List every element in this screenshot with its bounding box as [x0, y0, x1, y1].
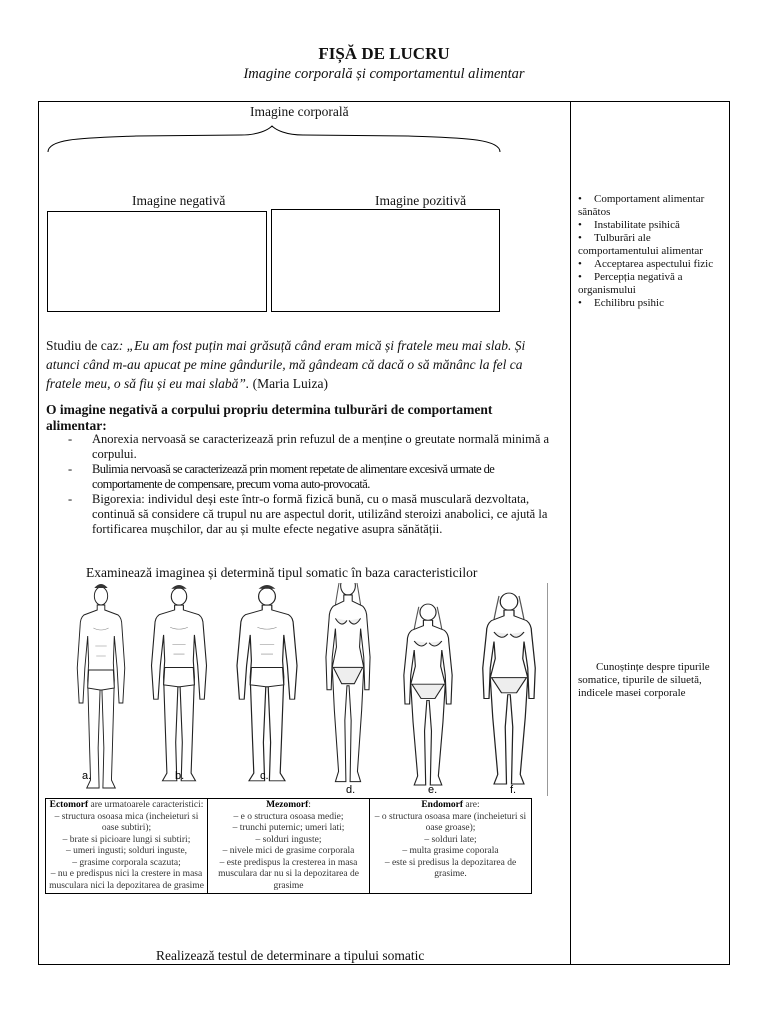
exam-instruction: Examinează imaginea și determină tipul somatic în baza caracteristicilor [86, 565, 478, 580]
ectomorph-line: – structura osoasa mica (incheieturi si oase subtiri); [54, 811, 199, 833]
case-study [46, 336, 552, 393]
ectomorph-line: – nu e predispus nici la crestere in masa musculara nici la depozitarea de grasime [49, 869, 204, 891]
mezomorph-intro: : [308, 800, 311, 810]
endomorph-line: – este si predisus la depozitarea de grasime. [384, 857, 517, 879]
mezomorph-line: – nivele mici de grasime corporala [222, 846, 355, 856]
objective-item: • Instabilitate psihică [578, 219, 728, 232]
objective-item: • Tulburări ale comportamentului alimentar [578, 232, 728, 258]
figure-label-b: b. [175, 770, 185, 782]
objective-item: • Percepția negativă a organismului [578, 271, 728, 297]
endomorph-intro: are: [463, 800, 480, 810]
list-item-bigorexia: - Bigorexia: individul deși este într-o formă fizică bună, cu o masă musculară dezvoltata, continuă să considere că trupul nu are aspectul dorit, utilizând steroizi anabolici, ce ajută la fortificarea mușchilor, dar au și multe efecte negative asupra sănătății. [68, 492, 552, 537]
mezomorph-name: Mezomorf [266, 800, 309, 810]
mezomorph-line: – e o structura osoasa medie; [233, 811, 344, 822]
body-image-label: Imagine corporală [250, 104, 349, 119]
ectomorph-cell [46, 799, 208, 894]
figure-separator [547, 583, 548, 796]
endomorph-line: – multa grasime coporala [402, 846, 499, 856]
ectomorph-line: – grasime corporala scazuta; [72, 857, 181, 868]
worksheet-subtitle: Imagine corporală și comportamentul alimentar [243, 66, 525, 82]
case-study-quote: „Eu am fost puțin mai grăsuță când eram mică și fratele meu mai slab. Și atunci când m-au apucat pe mine gândurile, mă gândeam că dacă o să mănânc la fel ca fratele meu, o să fiu și eu mai slabă”. [46, 338, 526, 391]
endomorph-cell [370, 799, 532, 894]
figure-f-endomorph-female [483, 593, 536, 784]
figure-e-mezomorph-female [404, 604, 452, 785]
objectives-list [578, 193, 728, 310]
ectomorph-line: – umeri ingusti; solduri inguste, [65, 846, 188, 856]
figure-b-mezomorph [152, 585, 207, 781]
somatotype-knowledge-note: Cunoștințe despre tipurile somatice, tipurile de siluetă, indicele masei corporale [578, 661, 710, 699]
list-item-anorexia: - Anorexia nervoasă se caracterizează prin refuzul de a menține o greutate normală minimă a corpului. [68, 432, 552, 462]
worksheet-title: FIȘĂ DE LUCRU [318, 44, 450, 63]
list-item-bulimia: - Bulimia nervoasă se caracterizează prin moment repetate de alimentare excesivă urmate de comportamente de compensare, precum voma auto-provocată. [68, 462, 552, 492]
endomorph-line: – o structura osoasa mare (incheieturi si oase groase); [374, 811, 527, 833]
column-divider [570, 101, 571, 965]
figure-label-f: f. [510, 784, 517, 796]
positive-image-answer-box[interactable] [271, 209, 500, 312]
objective-item: • Acceptarea aspectului fizic [578, 258, 728, 271]
eating-disorders-list [68, 432, 552, 537]
endomorph-name: Endomorf [421, 800, 464, 810]
negative-image-heading: O imagine negativă a corpului propriu determina tulburări de comportament alimentar: [46, 402, 493, 433]
mezomorph-cell [208, 799, 370, 894]
objective-item: • Echilibru psihic [578, 297, 728, 310]
curly-brace-icon [46, 124, 502, 154]
ectomorph-name: Ectomorf [49, 800, 89, 810]
case-study-label: Studiu de caz [46, 338, 119, 353]
body-types-illustration [46, 583, 550, 796]
figure-a-ectomorph [77, 584, 125, 788]
ectomorph-intro: are urmatoarele caracteristici: [88, 800, 204, 810]
mezomorph-line: – solduri inguste; [255, 834, 322, 845]
case-study-colon: : [118, 338, 127, 353]
figure-label-e: e. [428, 784, 438, 796]
test-instruction: Realizează testul de determinare a tipului somatic [156, 948, 425, 963]
endomorph-line: – solduri late; [424, 834, 477, 845]
figure-c-endomorph [237, 585, 297, 781]
negative-image-answer-box[interactable] [47, 211, 267, 312]
figure-label-a: a. [82, 770, 92, 782]
somatotype-table [45, 798, 532, 894]
case-study-author: (Maria Luiza) [249, 376, 328, 391]
figure-label-c: c. [260, 770, 269, 782]
mezomorph-line: – este predispus la cresterea in masa musculara dar nu si la depozitarea de grasime [218, 857, 359, 891]
figure-label-d: d. [346, 784, 356, 796]
figure-d-ectomorph-female [326, 583, 370, 782]
mezomorph-line: – trunchi puternic; umeri lati; [232, 823, 345, 833]
negative-image-label: Imagine negativă [132, 193, 226, 208]
ectomorph-line: – brate si picioare lungi si subtiri; [62, 834, 191, 845]
objective-item: • Comportament alimentar sănătos [578, 193, 728, 219]
positive-image-label: Imagine pozitivă [375, 193, 467, 208]
